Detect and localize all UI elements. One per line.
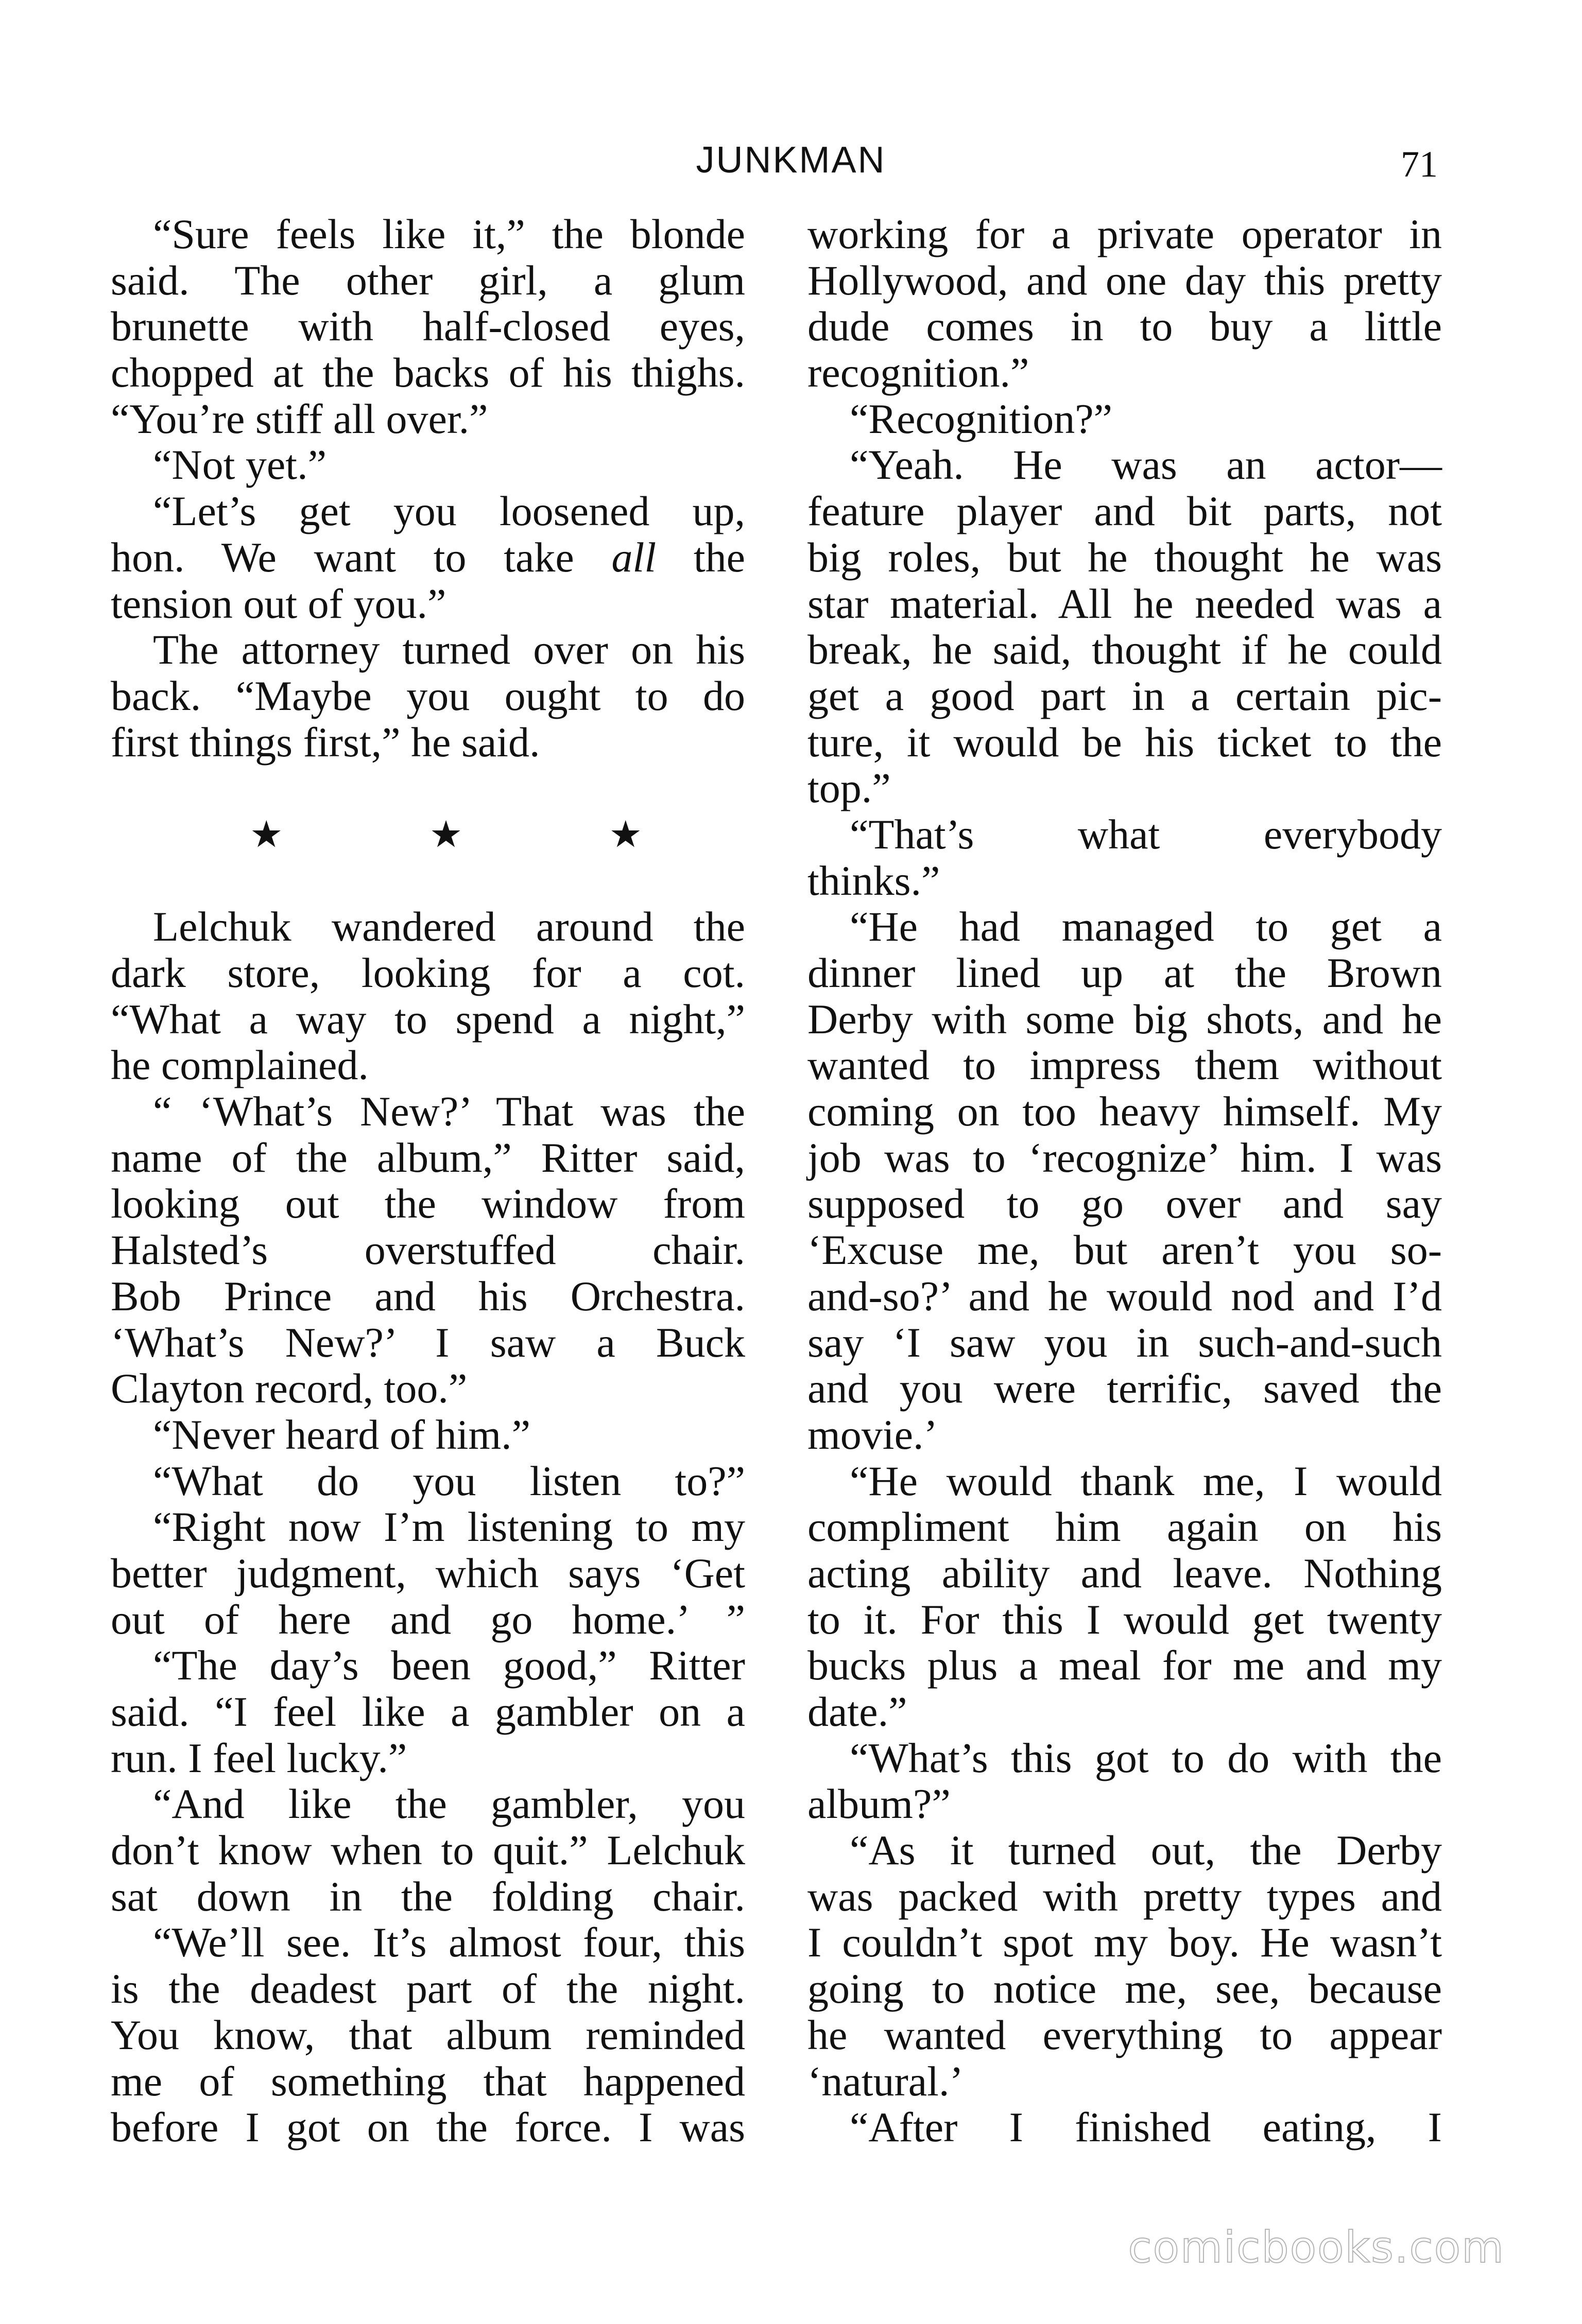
text-line: Lelchuk wandered around the (153, 903, 745, 950)
page-number: 71 (1401, 144, 1438, 185)
text-line: Bob Prince and his Orchestra. (111, 1272, 745, 1320)
text-line: was packed with pretty types and (807, 1872, 1442, 1920)
text-line: “Let’s get you loosened up, (153, 488, 745, 535)
text-line: name of the album,” Ritter said, (111, 1134, 745, 1181)
text-line: is the deadest part of the night. (111, 1965, 745, 2013)
text-line: star material. All he needed was a (807, 580, 1442, 627)
text-line: ‘natural.’ (807, 2057, 964, 2105)
text-line: before I got on the force. I was (111, 2104, 745, 2151)
text-line: “You’re stiff all over.” (111, 395, 488, 442)
text-line: big roles, but he thought he was (807, 533, 1442, 581)
text-line: out of here and go home.’ ” (111, 1595, 745, 1643)
star-icon: ★ (429, 812, 463, 856)
text-line: “We’ll see. It’s almost four, this (153, 1919, 745, 1966)
line-text: hon. We want to take (111, 533, 612, 581)
text-line: he wanted everything to appear (807, 2011, 1442, 2058)
text-line: better judgment, which says ‘Get (111, 1549, 745, 1597)
text-line: “What a way to spend a night,” (111, 995, 745, 1043)
text-line-with-emphasis (111, 534, 745, 581)
text-line: thinks.” (807, 857, 940, 904)
text-line: to it. For this I would get twenty (807, 1595, 1442, 1643)
text-line: break, he said, thought if he could (807, 626, 1442, 673)
text-line: bucks plus a meal for me and my (807, 1642, 1442, 1689)
text-line: You know, that album reminded (111, 2011, 745, 2058)
text-line: ‘Excuse me, but aren’t you so- (807, 1226, 1442, 1274)
text-line: “Sure feels like it,” the blonde (153, 211, 745, 257)
text-line: ‘What’s New?’ I saw a Buck (111, 1319, 745, 1366)
emphasis-word: all (611, 533, 657, 581)
text-line: I couldn’t spot my boy. He wasn’t (807, 1919, 1442, 1966)
text-line: brunette with half-closed eyes, (111, 303, 745, 350)
text-line: dark store, looking for a cot. (111, 949, 745, 996)
text-line: said. The other girl, a glum (111, 256, 745, 304)
text-line: album?” (807, 1780, 951, 1828)
text-line: job was to ‘recognize’ him. I was (807, 1134, 1442, 1181)
text-line: say ‘I saw you in such-and-such (807, 1319, 1442, 1366)
text-line: dude comes in to buy a little (807, 303, 1442, 350)
blank-line (111, 858, 745, 904)
text-line: recognition.” (807, 349, 1029, 396)
page-header (0, 139, 1582, 196)
text-line: date.” (807, 1688, 907, 1735)
text-line: “Yeah. He was an actor— (850, 441, 1442, 489)
text-line: supposed to go over and say (807, 1180, 1442, 1227)
text-line: “Recognition?” (850, 395, 1113, 442)
text-line: don’t know when to quit.” Lelchuk (111, 1827, 745, 1874)
star-icon: ★ (250, 812, 283, 856)
text-line: chopped at the backs of his thighs. (111, 349, 745, 396)
text-line: ture, it would be his ticket to the (807, 718, 1442, 766)
watermark-logo: comicbooks.com (1128, 2222, 1505, 2273)
left-column (111, 211, 745, 2150)
text-line: Derby with some big shots, and he (807, 995, 1442, 1043)
blank-line (111, 765, 745, 811)
text-line: going to notice me, see, because (807, 1965, 1442, 2013)
text-line: compliment him again on his (807, 1503, 1442, 1551)
text-line: “What’s this got to do with the (850, 1734, 1442, 1781)
text-line: run. I feel lucky.” (111, 1734, 407, 1781)
text-line: feature player and bit parts, not (807, 488, 1442, 535)
text-line: he complained. (111, 1042, 369, 1089)
text-line: “As it turned out, the Derby (850, 1827, 1442, 1874)
text-line: Clayton record, too.” (111, 1365, 468, 1412)
text-line: back. “Maybe you ought to do (111, 672, 745, 719)
line-text-tail: the (656, 533, 745, 581)
text-line: dinner lined up at the Brown (807, 949, 1442, 996)
text-line: and-so?’ and he would nod and I’d (807, 1272, 1442, 1320)
text-line: Halsted’s overstuffed chair. (111, 1226, 745, 1274)
text-line: The attorney turned over on his (153, 626, 745, 673)
text-line: movie.’ (807, 1411, 938, 1458)
text-line: “Not yet.” (153, 441, 326, 489)
text-line: “After I finished eating, I (850, 2104, 1442, 2151)
text-line: “He had managed to get a (850, 903, 1442, 950)
text-line: tension out of you.” (111, 580, 446, 627)
text-line: acting ability and leave. Nothing (807, 1549, 1442, 1597)
text-line: wanted to impress them without (807, 1042, 1442, 1089)
right-column (807, 211, 1442, 2150)
text-line: first things first,” he said. (111, 718, 540, 766)
text-line: “Right now I’m listening to my (153, 1503, 745, 1551)
section-break (111, 811, 745, 858)
text-line: “The day’s been good,” Ritter (153, 1642, 745, 1689)
text-line: sat down in the folding chair. (111, 1872, 745, 1920)
running-head: JUNKMAN (696, 140, 886, 181)
text-line: me of something that happened (111, 2057, 745, 2105)
text-line: “That’s what everybody (850, 810, 1442, 858)
text-line: “He would thank me, I would (850, 1457, 1442, 1504)
text-line: coming on too heavy himself. My (807, 1088, 1442, 1135)
text-line: Hollywood, and one day this pretty (807, 256, 1442, 304)
text-line: “What do you listen to?” (153, 1457, 745, 1504)
text-line: working for a private operator in (807, 211, 1442, 257)
text-line: get a good part in a certain pic- (807, 672, 1442, 719)
text-line: “ ‘What’s New?’ That was the (153, 1088, 745, 1135)
text-line: “Never heard of him.” (153, 1411, 531, 1458)
text-line: “And like the gambler, you (153, 1780, 745, 1828)
text-line: said. “I feel like a gambler on a (111, 1688, 745, 1735)
text-line: top.” (807, 765, 891, 812)
text-line: and you were terrific, saved the (807, 1365, 1442, 1412)
text-line: looking out the window from (111, 1180, 745, 1227)
star-icon: ★ (609, 812, 642, 856)
